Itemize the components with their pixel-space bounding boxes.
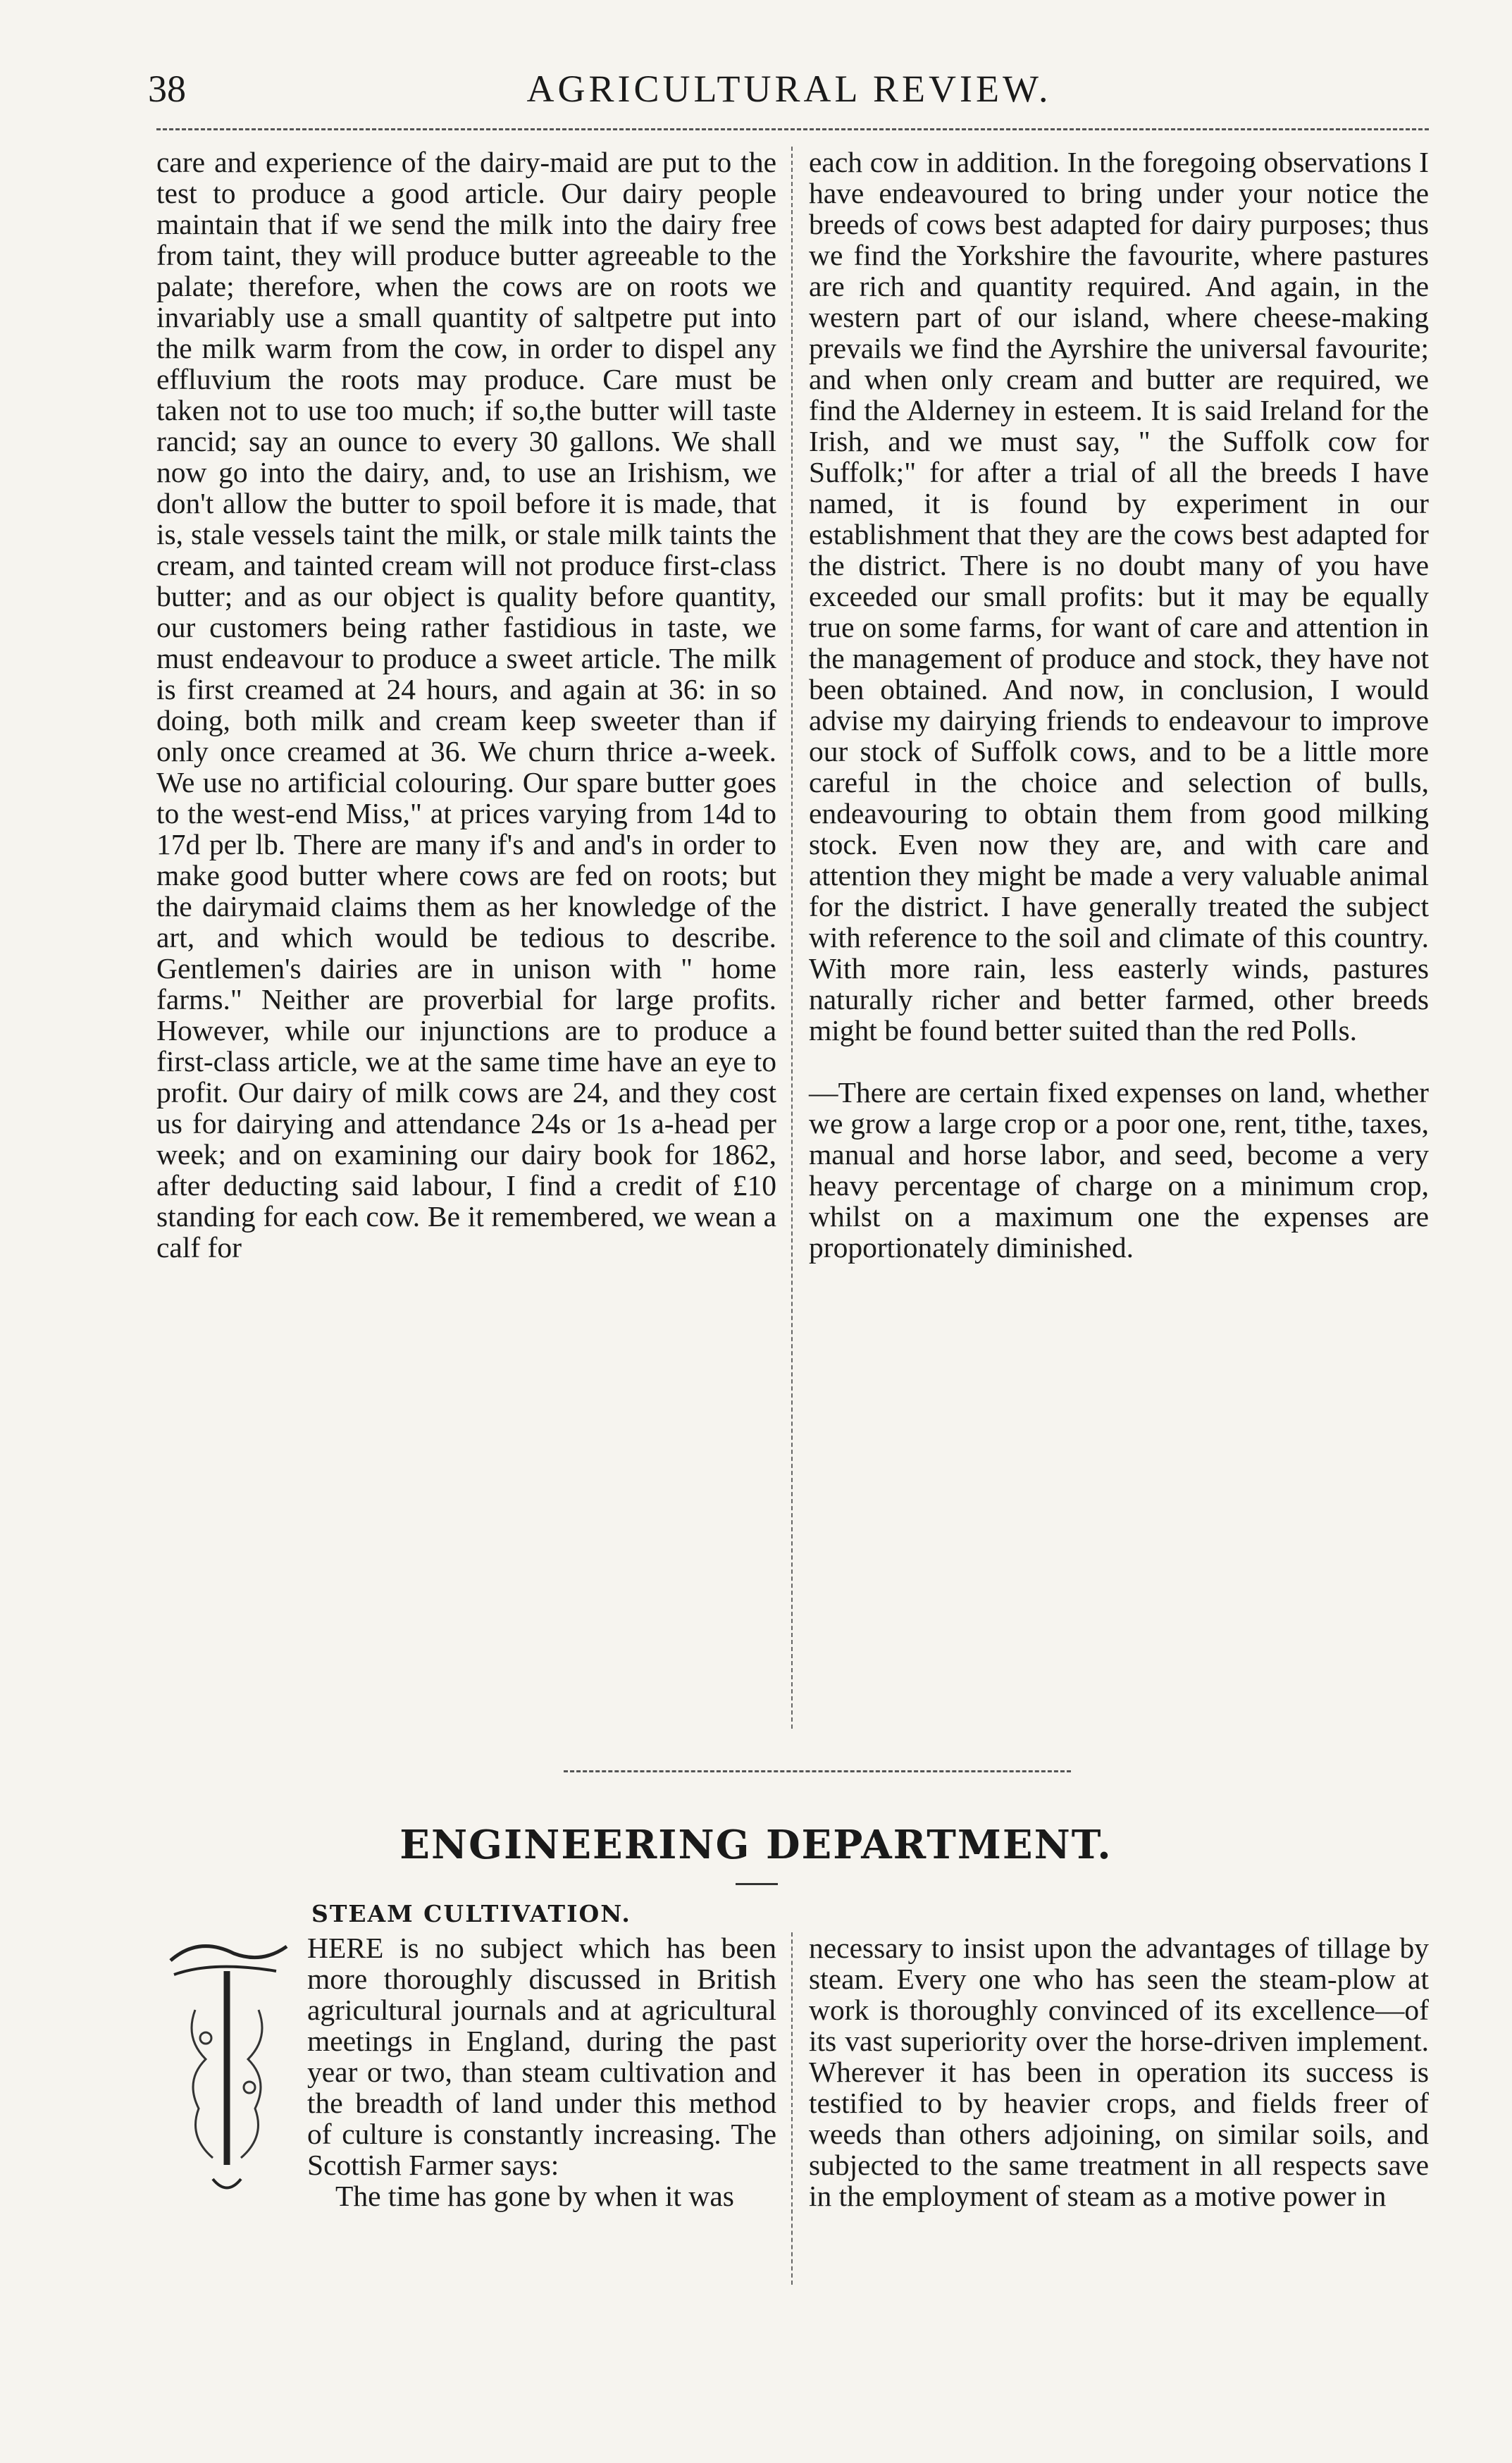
title-underline — [736, 1883, 778, 1885]
upper-right-column — [809, 147, 1429, 1739]
page-number: 38 — [148, 68, 186, 110]
paragraph: The time has gone by when it was — [335, 2180, 734, 2212]
section-separator — [564, 1770, 1071, 1772]
paragraph: care and experience of the dairy-maid are put to the test to produce a good article. Our dairy people maintain that if we send the milk into the dairy free from taint, they will produce butter agreeable to the palate; therefore, when the cows are on roots we invariably use a small quantity of saltpetre put into the milk warm from the cow, in order to dispel any effluvium the roots may produce. Care must be taken not to use too much; if so,the butter will taste rancid; say an ounce to every 30 gallons. We shall now go into the dairy, and, to use an Irishism, we don't allow the butter to spoil before it is made, that is, stale vessels taint the milk, or stale milk taints the cream, and tainted cream will not produce first-class butter; and as our object is quality before quantity, our customers being rather fastidious in taste, we must endeavour to produce a sweet article. The milk is first creamed at 24 hours, and again at 36: in so doing, both milk and cream keep sweeter than if only once creamed at 36. We churn thrice a-week. We use no artificial colouring. Our spare butter goes to the west-end Miss," at prices varying from 14d to 17d per lb. There are many if's and and's in order to make good butter where cows are fed on roots; but the dairymaid claims them as her knowledge of the art, and which would be tedious to describe. Gentlemen's dairies are in unison with " home farms." Neither are proverbial for large profits. However, while our injunctions are to produce a first-class article, we at the same time have an eye to profit. Our dairy of milk cows are 24, and they cost us for dairying and attendance 24s or 1s a-head per week; and on examining our dairy book for 1862, after deducting said labour, I find a credit of £10 standing for each cow. Be it remembered, we wean a calf for — [156, 146, 776, 1264]
column-divider — [791, 1932, 793, 2285]
lower-left-column — [156, 1932, 776, 2327]
running-title: AGRICULTURAL REVIEW. — [526, 68, 1052, 110]
dropcap-ornament — [156, 1932, 297, 2204]
ornamental-t-icon — [156, 1932, 297, 2204]
upper-left-column — [156, 147, 776, 1739]
section-title: ENGINEERING DEPARTMENT. — [399, 1822, 1113, 1868]
paragraph: HERE is no subject which has been more thoroughly discussed in British agricultural journals and at agricultural meetings in England, during the past year or two, than steam cultivation and the breadth of land under this method of culture is constantly increasing. The Scottish Farmer says: — [307, 1932, 776, 2181]
subsection-title: STEAM CULTIVATION. — [311, 1900, 631, 1927]
lower-right-column — [809, 1932, 1429, 2327]
column-divider — [791, 147, 793, 1729]
header-rule — [156, 128, 1429, 130]
paragraph: necessary to insist upon the advantages of tillage by steam. Every one who has seen the steam-plow at work is thoroughly convinced of its excellence—of its vast superiority over the horse-driven implement. Wherever it has been in operation its success is testified to by heavier crops, and fields freer of weeds than others adjoining, on similar soils, and subjected to the same treatment in all respects save in the employment of steam as a motive power in — [809, 1932, 1429, 2212]
running-header — [148, 67, 1430, 123]
paragraph: each cow in addition. In the foregoing observations I have endeavoured to bring under your notice the breeds of cows best adapted for dairy purposes; thus we find the Yorkshire the favourite, where pastures are rich and quantity required. And again, in the western part of our island, where cheese-making prevails we find the Ayrshire the universal favourite; and when only cream and butter are required, we find the Alderney in esteem. It is said Ireland for the Irish, and we must say, " the Suffolk cow for Suffolk;" for after a trial of all the breeds I have named, it is found by experiment in our establishment that they are the cows best adapted for the district. There is no doubt many of you have exceeded our small profits: but it may be equally true on some farms, for want of care and attention in the management of produce and stock, they have not been obtained. And now, in conclusion, I would advise my dairying friends to endeavour to improve our stock of Suffolk cows, and to be a little more careful in the choice and selection of bulls, endeavouring to obtain them from good milking stock. Even now they are, and with care and attention they might be made a very valuable animal for the district. I have generally treated the subject with reference to the soil and climate of this country. With more rain, less easterly winds, pastures naturally richer and better farmed, other breeds might be found better suited than the red Polls. — [809, 146, 1429, 1047]
paragraph: —There are certain fixed expenses on land, whether we grow a large crop or a poor one, rent, tithe, taxes, manual and horse labor, and seed, become a very heavy percentage of charge on a minimum crop, whilst on a maximum one the expenses are proportionately diminished. — [809, 1076, 1429, 1264]
